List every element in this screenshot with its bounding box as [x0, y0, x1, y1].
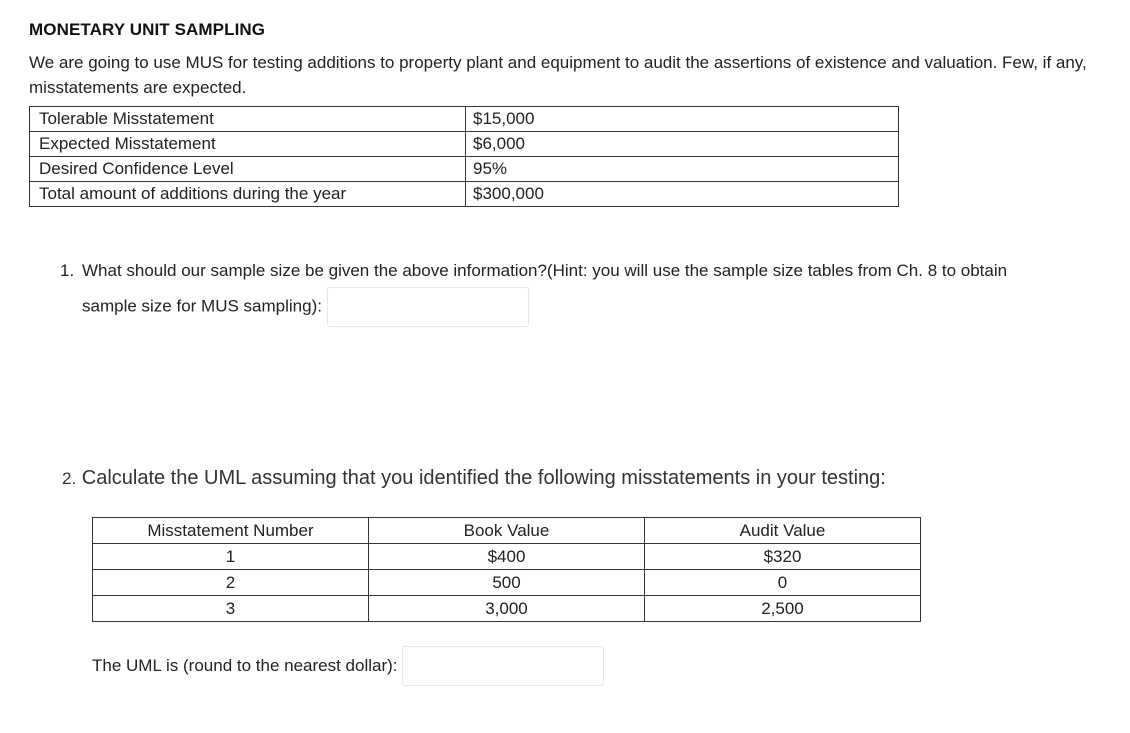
table-cell: 2,500: [645, 596, 921, 622]
uml-answer-row: [92, 646, 604, 686]
parameter-label: Total amount of additions during the year: [30, 182, 466, 207]
table-row: [30, 107, 899, 132]
parameter-label: Desired Confidence Level: [30, 157, 466, 182]
column-header: Misstatement Number: [93, 518, 369, 544]
table-header-row: [93, 518, 921, 544]
table-row: [30, 132, 899, 157]
question-1: [60, 254, 1110, 327]
parameter-value: $15,000: [466, 107, 899, 132]
table-cell: 3,000: [369, 596, 645, 622]
table-cell: 500: [369, 570, 645, 596]
question-1-line2: [60, 287, 1110, 327]
question-1-text: What should our sample size be given the above information?(Hint: you will use the sample size tables from Ch. 8 to obtain: [82, 261, 1008, 280]
table-row: [93, 596, 921, 622]
uml-label: The UML is (round to the nearest dollar):: [92, 656, 398, 675]
uml-answer-input[interactable]: [402, 646, 604, 686]
parameters-table: [29, 106, 899, 207]
question-1-line1: [60, 254, 1110, 287]
question-2-text: Calculate the UML assuming that you identified the following misstatements in your testing:: [81, 467, 886, 489]
table-cell: 0: [645, 570, 921, 596]
table-row: [93, 544, 921, 570]
parameter-value: 95%: [466, 157, 899, 182]
sample-size-answer-input[interactable]: [327, 287, 529, 327]
question-1-number: 1.: [60, 261, 75, 280]
page-title: MONETARY UNIT SAMPLING: [29, 20, 266, 39]
question-2-number: 2.: [62, 469, 77, 488]
intro-paragraph: We are going to use MUS for testing additions to property plant and equipment to audit the assertions of existence and valuation. Few, if any, misstatements are expected.: [29, 53, 1087, 97]
column-header: Book Value: [369, 518, 645, 544]
table-cell: 1: [93, 544, 369, 570]
parameter-label: Tolerable Misstatement: [30, 107, 466, 132]
table-cell: 2: [93, 570, 369, 596]
question-1-text-cont: sample size for MUS sampling):: [82, 296, 322, 316]
table-cell: $400: [369, 544, 645, 570]
table-row: [93, 570, 921, 596]
parameter-value: $300,000: [466, 182, 899, 207]
misstatements-table: [92, 517, 921, 622]
table-cell: $320: [645, 544, 921, 570]
parameter-value: $6,000: [466, 132, 899, 157]
parameter-label: Expected Misstatement: [30, 132, 466, 157]
question-2: [62, 467, 886, 490]
table-row: [30, 157, 899, 182]
table-row: [30, 182, 899, 207]
table-cell: 3: [93, 596, 369, 622]
column-header: Audit Value: [645, 518, 921, 544]
